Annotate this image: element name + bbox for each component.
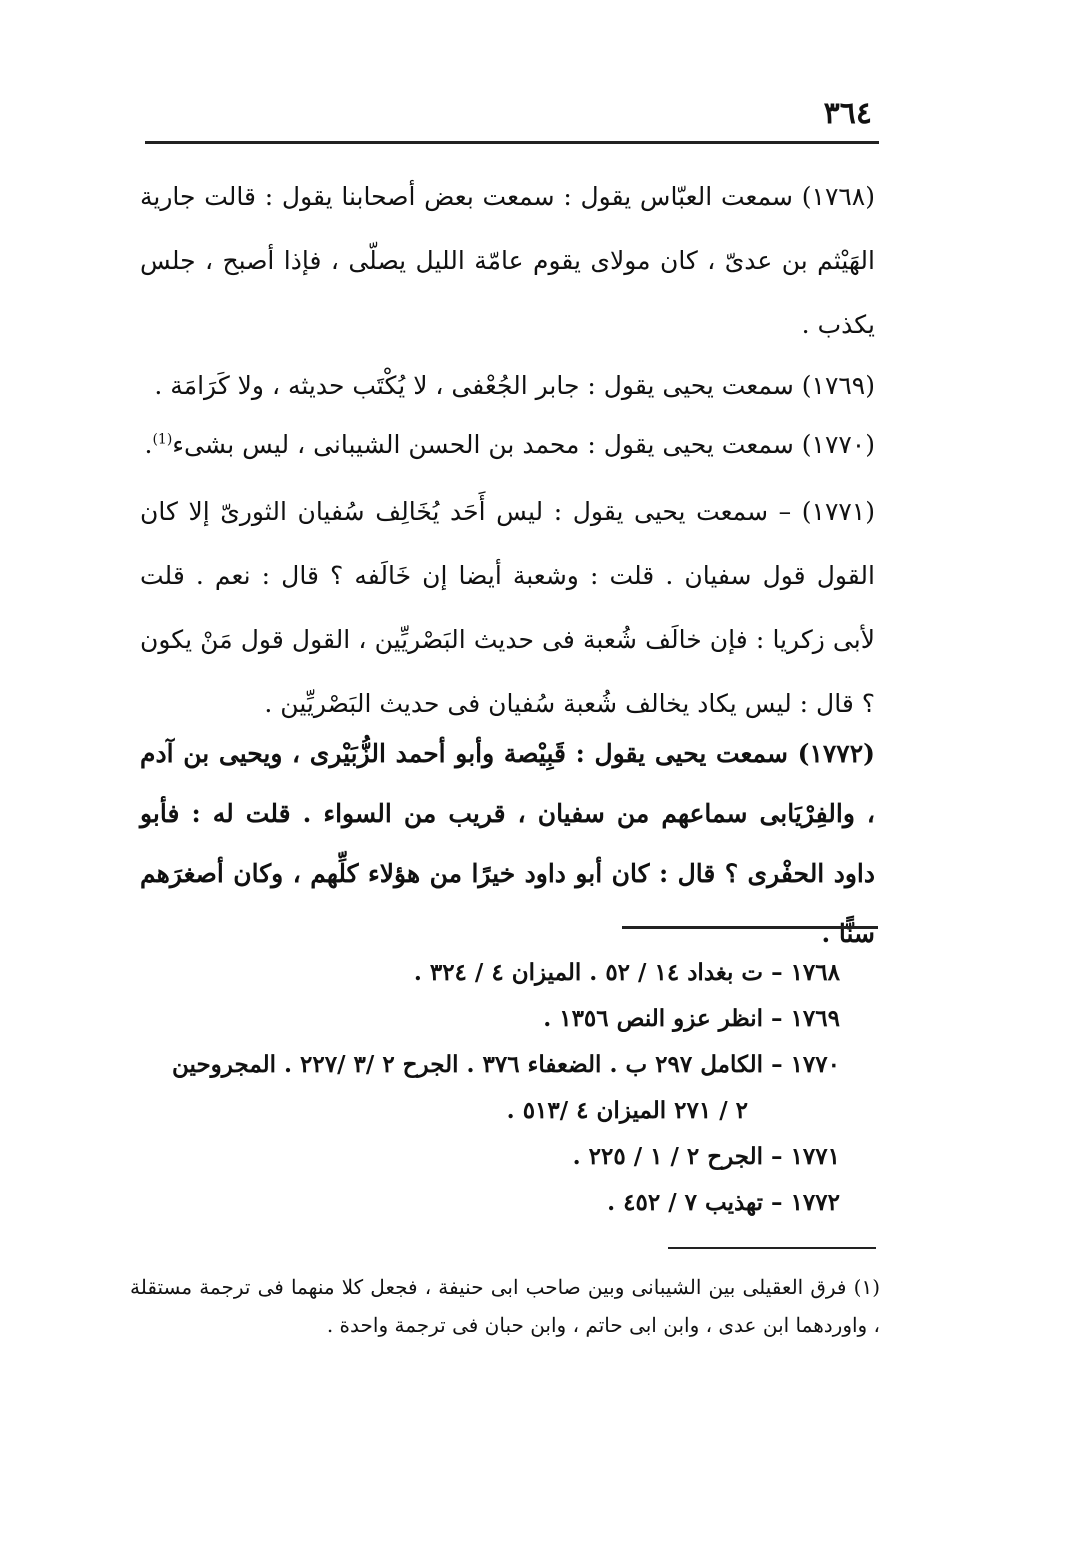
reference-item xyxy=(140,1180,840,1226)
entry-text: (١٧٧١) – سمعت يحيى يقول : ليس أَحَد يُخَالِف سُفيان الثورىّ إلا كان القول قول سفيان . قلت : وشعبة أيضا إن خَالَفه ؟ قال : نعم . قلت لأبى زكريا : فإن خالَف شُعبة فى حديث البَصْريِّين ، القول قول مَنْ يكون ؟ قال : ليس يكاد يخالف شُعبة سُفيان فى حديث البَصْريِّين . xyxy=(140,497,875,718)
references-list xyxy=(140,950,840,1226)
reference-item xyxy=(140,1134,840,1180)
reference-text: ١٧٧١ – الجرح ٢ / ١ / ٢٢٥ . xyxy=(572,1143,840,1170)
entry-text: (١٧٦٨) سمعت العبّاس يقول : سمعت بعض أصحابنا يقول : قالت جارية الهَيْثم بن عدىّ ، كان مولاى يقوم عامّة الليل يصلّى ، فإذا أصبح ، جلس يكذب . xyxy=(140,182,875,339)
footnote-marker: (1) xyxy=(152,431,173,448)
entry-1768 xyxy=(140,165,875,357)
reference-text: ١٧٧٢ – تهذيب ٧ / ٤٥٢ . xyxy=(607,1189,840,1216)
references-rule xyxy=(622,926,878,929)
footnote xyxy=(130,1268,880,1344)
entry-1770 xyxy=(140,413,875,477)
reference-text: ١٧٧٠ – الكامل ٢٩٧ ب . الضعفاء ٣٧٦ . الجرح ٢ /٣ /٢٢٧ . المجروحين xyxy=(172,1051,840,1078)
reference-text-continued: ٢ / ٢٧١ الميزان ٤ /٥١٣ . xyxy=(506,1097,748,1124)
footnote-rule xyxy=(668,1247,876,1249)
entry-1771 xyxy=(140,480,875,736)
reference-item-continuation xyxy=(140,1088,840,1134)
entry-1769 xyxy=(140,354,875,418)
reference-item xyxy=(140,950,840,996)
page-number: ٣٦٤ xyxy=(823,96,872,131)
reference-text: ١٧٦٩ – انظر عزو النص ١٣٥٦ . xyxy=(543,1005,840,1032)
entry-text: (١٧٦٩) سمعت يحيى يقول : جابر الجُعْفى ، لا يُكْتَب حديثه ، ولا كَرَامَة . xyxy=(154,371,875,400)
header-rule xyxy=(145,141,879,144)
reference-item xyxy=(140,1042,840,1088)
footnote-text: (١) فرق العقيلى بين الشيبانى وبين صاحب ابى حنيفة ، فجعل كلا منهما فى ترجمة مستقلة ، واوردهما ابن عدى ، وابن ابى حاتم ، وابن حبان فى ترجمة واحدة . xyxy=(130,1275,880,1337)
reference-text: ١٧٦٨ – ت بغداد ١٤ / ٥٢ . الميزان ٤ / ٣٢٤ . xyxy=(413,959,840,986)
entry-end: . xyxy=(144,430,153,459)
entry-text: (١٧٧٢) سمعت يحيى يقول : قَبِيْصة وأبو أحمد الزُّبَيْرى ، ويحيى بن آدم ، والفِرْيَابى سماعهم من سفيان ، قريب من السواء . قلت له : فأبو داود الحفْرى ؟ قال : كان أبو داود خيرًا من هؤلاء كلِّهم ، وكان أصغرَهم سنًّا . xyxy=(140,739,875,948)
reference-item xyxy=(140,996,840,1042)
entry-body: (١٧٧٠) سمعت يحيى يقول : محمد بن الحسن الشيبانى ، ليس بشىء xyxy=(172,430,875,459)
entry-text xyxy=(140,413,875,477)
